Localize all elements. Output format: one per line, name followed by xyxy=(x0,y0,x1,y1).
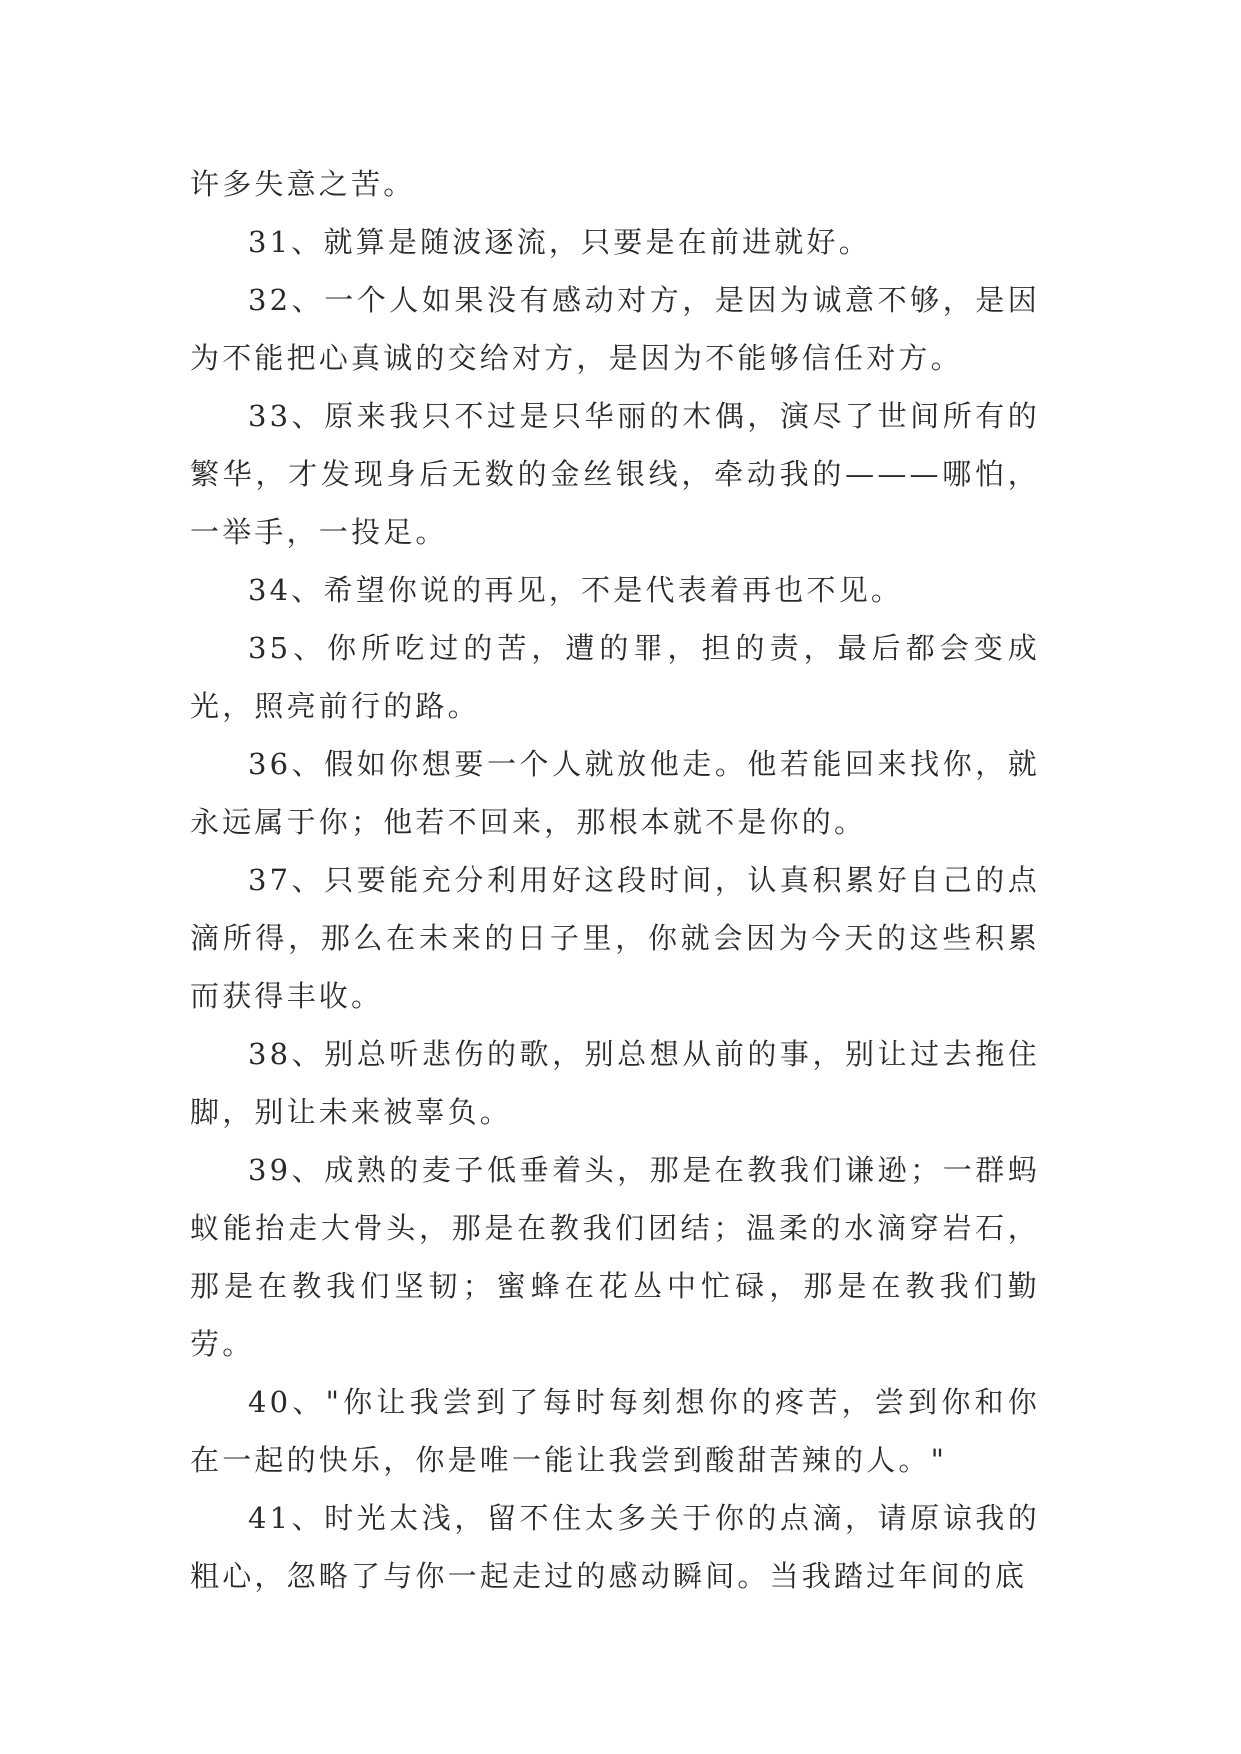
paragraph-33: 33、原来我只不过是只华丽的木偶，演尽了世间所有的繁华，才发现身后无数的金丝银线，牵动我的———哪怕，一举手，一投足。 xyxy=(190,399,1040,549)
paragraph-37: 37、只要能充分利用好这段时间，认真积累好自己的点滴所得，那么在未来的日子里，你就会因为今天的这些积累而获得丰收。 xyxy=(190,863,1040,1013)
paragraph-40: 40、"你让我尝到了每时每刻想你的疼苦，尝到你和你在一起的快乐，你是唯一能让我尝到酸甜苦辣的人。" xyxy=(190,1385,1040,1477)
paragraph-32: 32、一个人如果没有感动对方，是因为诚意不够，是因为不能把心真诚的交给对方，是因为不能够信任对方。 xyxy=(190,283,1040,375)
body-text xyxy=(190,155,1040,1605)
paragraph-continuation: 许多失意之苦。 xyxy=(190,167,416,201)
paragraph-36: 36、假如你想要一个人就放他走。他若能回来找你，就永远属于你；他若不回来，那根本就不是你的。 xyxy=(190,747,1040,839)
paragraph-34: 34、希望你说的再见，不是代表着再也不见。 xyxy=(248,573,904,607)
paragraph-38: 38、别总听悲伤的歌，别总想从前的事，别让过去拖住脚，别让未来被辜负。 xyxy=(190,1037,1040,1129)
paragraph-31: 31、就算是随波逐流，只要是在前进就好。 xyxy=(248,225,871,259)
paragraph-39: 39、成熟的麦子低垂着头，那是在教我们谦逊；一群蚂蚁能抬走大骨头，那是在教我们团结；温柔的水滴穿岩石，那是在教我们坚韧；蜜蜂在花丛中忙碌，那是在教我们勤劳。 xyxy=(190,1153,1040,1361)
paragraph-35: 35、你所吃过的苦，遭的罪，担的责，最后都会变成光，照亮前行的路。 xyxy=(190,631,1040,723)
paragraph-41: 41、时光太浅，留不住太多关于你的点滴，请原谅我的粗心，忽略了与你一起走过的感动瞬间。当我踏过年间的底 xyxy=(190,1501,1040,1593)
